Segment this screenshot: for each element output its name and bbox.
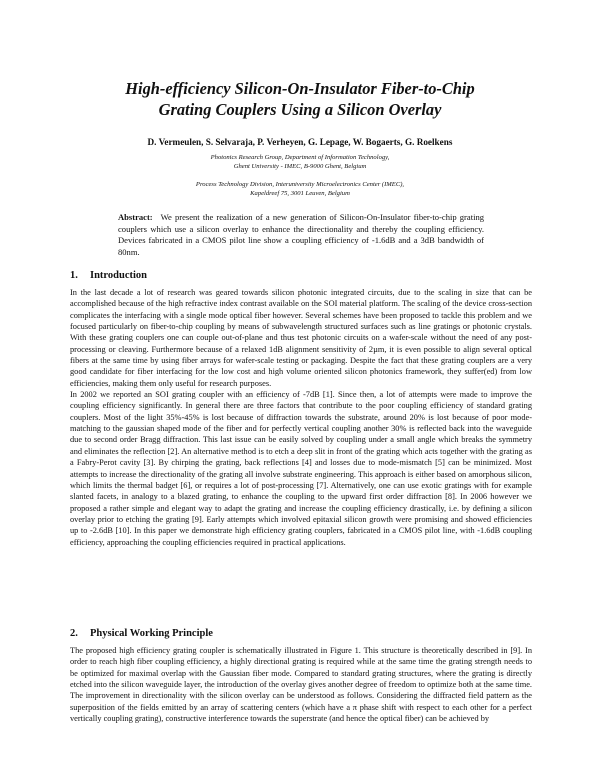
paragraph: In 2002 we reported an SOI grating coupler with an efficiency of -7dB [1]. Since then, a lot of attempts were made to improve the coupling efficiency significantly. In general there are three factors that contribute to the poor coupling efficiency of standard grating couplers. Most of the light 35%-45% is lost because of diffraction towards the substrate, around 20% is lost because of poor mode-matching to the gaussian shaped mode of the fiber and for perfectly vertical coupling another 30% is reflected back into the waveguide due to second order Bragg diffraction. This last issue can be easily solved by coupling under a small angle which breaks the symmetry and eliminates the reflection [2]. An alternative method is to etch a deep slit in front of the grating which acts together with the grating as a Fabry-Perot cavity [3]. By chirping the grating, back reflections [4] and losses due to mode-mismatch [5] can be minimized. Most attempts to increase the directionality of the grating all involve substrate engineering. This approach is either based on amorphous silicon, which limits the thermal badget [6], or requires a lot of post-processing [7]. Alternatively, one can use exotic gratings with for example slanted facets, in analogy to a blazed grating, to enhance the coupling to the upward first order diffraction [8]. In 2006 however we proposed a rather simple and elegant way to adapt the grating and increase the coupling efficiency drastically, i.e. by defining a silicon overlay prior to etching the grating [9]. Early attempts which involved epitaxial silicon growth were promising and showed efficiencies up to -2.6dB [10]. In this paper we demonstrate high efficiency grating couplers, fabricated in a CMOS pilot line, with -1.6dB coupling efficiency, approaching the coupling efficiencies required in practical applications. <box>70 390 532 547</box>
physical-principle-body <box>70 645 532 724</box>
section-title: Introduction <box>90 270 147 281</box>
abstract-label: Abstract: <box>118 212 153 222</box>
title-line-1: High-efficiency Silicon-On-Insulator Fiber-to-Chip <box>125 79 475 98</box>
paper-title <box>70 78 530 120</box>
section-heading-physical-working-principle <box>70 628 213 639</box>
section-title: Physical Working Principle <box>90 628 213 639</box>
affiliation-2-line-2: Kapeldreef 75, 3001 Leuven, Belgium <box>250 190 350 197</box>
affiliation-2 <box>90 180 510 198</box>
abstract-text: We present the realization of a new generation of Silicon-On-Insulator fiber-to-chip grating couplers which use a silicon overlay to enhance the directionality and thereby the coupling efficiency. Devices fabricated in a CMOS pilot line show a coupling efficiency of -1.6dB and a 3dB bandwidth of 80nm. <box>118 212 484 257</box>
section-number: 2. <box>70 628 78 639</box>
section-number: 1. <box>70 270 78 281</box>
title-line-2: Grating Couplers Using a Silicon Overlay <box>158 100 442 119</box>
abstract <box>118 212 484 258</box>
paragraph: In the last decade a lot of research was geared towards silicon photonic integrated circuits, due to the scaling in size that can be accomplished because of the high refractive index contrast available on the SOI material platform. The scaling of the device cross-section complicates the interfacing with a single mode optical fiber however. Several schemes have been proposed to tackle this problem and we focused particularly on fiber-to-chip coupling by means of subwavelength structured surfaces such as line gratings or photonic crystals. With these grating couplers one can couple out-of-plane and thus test photonic circuits on a wafer-scale without the need of any post-processing or cleaving. Furthermore because of a relaxed 1dB alignment sensitivity of 2µm, it is even possible to align several optical fibers at the same time by using fiber arrays for wafer-scale testing or packaging. Despite the fact that these grating couplers are a very good candidate for fiber interfacing for the low cost and high volume oriented silicon photonics framework, they suffer(ed) from low efficiencies, making them only useful for research purposes. <box>70 288 532 388</box>
affiliation-1-line-2: Ghent University - IMEC, B-9000 Ghent, Belgium <box>233 163 367 170</box>
affiliation-2-line-1: Process Technology Division, Interuniversity Microelectronics Center (IMEC), <box>195 181 405 188</box>
affiliation-1-line-1: Photonics Research Group, Department of Information Technology, <box>210 154 390 161</box>
introduction-body <box>70 287 532 548</box>
affiliation-1 <box>90 153 510 171</box>
paragraph: The proposed high efficiency grating coupler is schematically illustrated in Figure 1. This structure is theoretically described in [9]. In order to reach high fiber coupling efficiency, a highly directional grating is required while at the same time the grating strength needs to be optimized for maximal overlap with the Gaussian fiber mode. Compared to standard grating structures, where the grating is directly etched into the silicon waveguide layer, the introduction of the overlay gives another degree of freedom to optimize both at the same time. The improvement in directionality with the silicon overlay can be understood as follows. Considering the diffracted field pattern as the superposition of the fields emitted by an array of scattering centers (which have a π phase shift with respect to each other for a perfect vertically coupling grating), constructive interference towards the superstrate (and hence the optical fiber) can be achieved by <box>70 646 532 724</box>
section-heading-introduction <box>70 270 147 281</box>
author-list: D. Vermeulen, S. Selvaraja, P. Verheyen, G. Lepage, W. Bogaerts, G. Roelkens <box>147 137 453 147</box>
